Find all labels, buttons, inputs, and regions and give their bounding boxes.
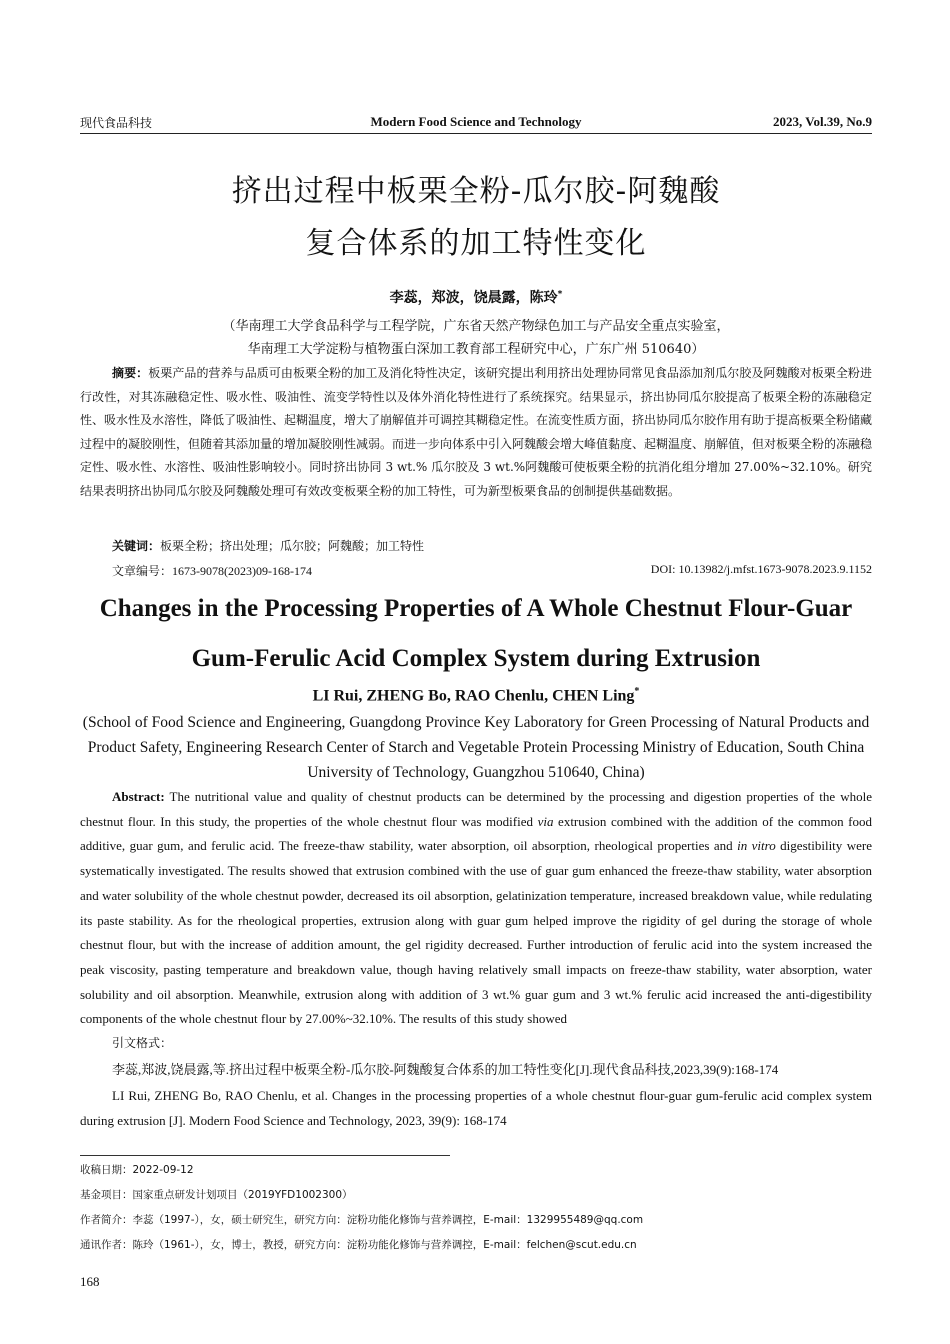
journal-name-cn: 现代食品科技 [80, 116, 153, 130]
corresponding-mark-en: * [634, 686, 640, 697]
title-en-line1: Changes in the Processing Properties of A Whole Chestnut Flour-Guar [99, 595, 853, 622]
doi: DOI: 10.13982/j.mfst.1673-9078.2023.9.1152 [650, 562, 872, 576]
footnote-fund: 基金项目：国家重点研发计划项目（2019YFD1002300） [80, 1189, 353, 1201]
abstract-en-via: via [537, 813, 554, 829]
abstract-en-part2: extrusion combined with the addition of the common food additive, guar gum, and ferulic acid. The freeze-thaw stability, water absorption, oil absorption, rheological properties and [80, 813, 872, 854]
title-cn-line2: 复合体系的加工特性变化 [305, 226, 647, 261]
abstract-en [80, 785, 872, 1032]
affiliation-cn-line1: （华南理工大学食品科学与工程学院，广东省天然产物绿色加工与产品安全重点实验室， [222, 319, 730, 334]
abstract-en-label: Abstract: [112, 789, 165, 804]
header-divider [80, 133, 872, 134]
title-en-line2: Gum-Ferulic Acid Complex System during Extrusion [191, 645, 761, 672]
journal-name-en: Modern Food Science and Technology [370, 114, 582, 129]
footnote-corresponding: 通讯作者：陈玲（1961-），女，博士，教授，研究方向：淀粉功能化修饰与营养调控，E-mail：felchen@scut.edu.cn [80, 1239, 637, 1251]
issue-info: 2023, Vol.39, No.9 [773, 114, 872, 129]
abstract-cn-text: 板栗产品的营养与品质可由板栗全粉的加工及消化特性决定，该研究提出利用挤出处理协同常见食品添加剂瓜尔胶及阿魏酸对板栗全粉进行改性，对其冻融稳定性、吸水性、吸油性、流变学特性以及体外消化特性进行了系统探究。结果显示，挤出协同瓜尔胶提高了板栗全粉的冻融稳定性、吸水性及水溶性，降低了吸油性、起糊温度，增大了崩解值并可调控其糊稳定性。在流变性质方面，挤出协同瓜尔胶作用有助于提高板栗全粉储藏过程中的凝胶刚性，但随着其添加量的增加凝胶刚性减弱。而进一步向体系中引入阿魏酸会增大峰值黏度、起糊温度、崩解值，但对板栗全粉的冻融稳定性、吸水性、水溶性、吸油性影响较小。同时挤出协同 3 wt.% 瓜尔胶及 3 wt.%阿魏酸可使板栗全粉的抗消化组分增加 27.00%~32.10%。研究结果表明挤出协同瓜尔胶及阿魏酸处理可有效改变板栗全粉的加工特性，可为新型板栗食品的创制提供基础数据。 [80, 366, 873, 498]
keywords-cn-label: 关键词： [112, 539, 161, 553]
authors-en [80, 686, 872, 705]
page-number: 168 [80, 1274, 100, 1289]
authors-en-names: LI Rui, ZHENG Bo, RAO Chenlu, CHEN Ling [312, 687, 635, 705]
affiliation-cn-line2: 华南理工大学淀粉与植物蛋白深加工教育部工程研究中心，广东广州 510640） [247, 342, 705, 357]
article-number-value: 1673-9078(2023)09-168-174 [172, 564, 312, 578]
title-cn-line1: 挤出过程中板栗全粉-瓜尔胶-阿魏酸 [231, 174, 721, 209]
keywords-cn [112, 537, 424, 554]
footnote-divider [80, 1155, 450, 1156]
citation-cn: 李蕊,郑波,饶晨露,等.挤出过程中板栗全粉-瓜尔胶-阿魏酸复合体系的加工特性变化[J].现代食品科技,2023,39(9):168-174 [112, 1062, 779, 1077]
abstract-en-part3: digestibility were systematically investigated. The results showed that extrusion combined with the use of guar gum enhanced the freeze-thaw stability, water absorption and water solubility of the whole chestnut powder, decreased its oil absorption, gelatinization temperature, increased breakdown value, while redulating its paste stability. As for the rheological properties, extrusion along with guar gum helped improve the rigidity of gel during the storage of whole chestnut flour, but with the increase of addition amount, the gel rigidity decreased. Further introduction of ferulic acid into the system increased the peak viscosity, pasting temperature and breakdown value, though having relatively small impacts on freeze-thaw stability, water absorption, water solubility and oil absorption. Meanwhile, extrusion along with addition of 3 wt.% guar gum and 3 wt.% ferulic acid increased the anti-digestibility components of the whole chestnut flour by 27.00%~32.10%. The results of this study showed [80, 838, 873, 1027]
affiliation-en: (School of Food Science and Engineering, Guangdong Province Key Laboratory for Green Processing of Natural Products and Product Safety, Engineering Research Center of Starch and Vegetable Protein Processing Ministry of Education, South China University of Technology, Guangzhou 510640, China) [82, 714, 870, 781]
article-number [112, 562, 312, 579]
citation-en: LI Rui, ZHENG Bo, RAO Chenlu, et al. Changes in the processing properties of a whole chestnut flour-guar gum-ferulic acid complex system during extrusion [J]. Modern Food Science and Technology, 2023, 39(9): 168-174 [80, 1088, 872, 1128]
article-number-label: 文章编号： [112, 564, 173, 578]
keywords-cn-text: 板栗全粉；挤出处理；瓜尔胶；阿魏酸；加工特性 [160, 539, 425, 553]
authors-cn [80, 287, 872, 307]
abstract-cn-label: 摘要： [112, 366, 149, 380]
corresponding-mark-cn: * [557, 289, 563, 300]
citation-label: 引文格式： [112, 1036, 173, 1050]
authors-cn-names: 李蕊，郑波，饶晨露，陈玲 [389, 290, 558, 306]
running-header [80, 114, 872, 134]
footnote-author: 作者简介：李蕊（1997-），女，硕士研究生，研究方向：淀粉功能化修饰与营养调控，E-mail：1329955489@qq.com [80, 1214, 644, 1226]
abstract-cn [80, 362, 872, 503]
abstract-en-in-vitro: in vitro [737, 838, 776, 854]
abstract-en-part1: The nutritional value and quality of chestnut products can be determined by the processing and digestion properties of the whole chestnut flour. In this study, the properties of the whole chestnut flour was modified [80, 789, 873, 829]
footnote-received: 收稿日期：2022-09-12 [80, 1164, 194, 1176]
